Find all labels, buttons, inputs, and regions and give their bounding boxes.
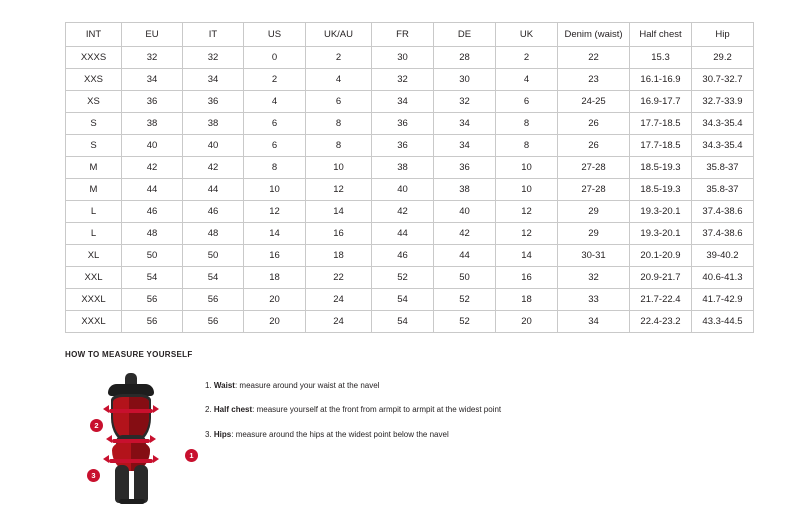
cell-hip: 37.4-38.6 xyxy=(692,223,754,245)
cell-denim-waist: 34 xyxy=(558,311,630,333)
how-to-measure-body xyxy=(65,371,733,511)
cell-int: XL xyxy=(66,245,122,267)
cell-eu: 48 xyxy=(122,223,183,245)
cell-uk: 8 xyxy=(496,113,558,135)
table-row xyxy=(66,311,754,333)
size-conversion-table xyxy=(65,22,754,333)
cell-half-chest: 15.3 xyxy=(630,47,692,69)
cell-us: 20 xyxy=(244,311,306,333)
cell-half-chest: 17.7-18.5 xyxy=(630,113,692,135)
measure-step-number: 3. xyxy=(205,429,212,439)
cell-uk: 2 xyxy=(496,47,558,69)
cell-us: 4 xyxy=(244,91,306,113)
cell-hip: 34.3-35.4 xyxy=(692,135,754,157)
table-row xyxy=(66,47,754,69)
table-row xyxy=(66,245,754,267)
column-header-uk: UK xyxy=(496,23,558,47)
cell-de: 32 xyxy=(434,91,496,113)
cell-hip: 32.7-33.9 xyxy=(692,91,754,113)
cell-uk-au: 16 xyxy=(306,223,372,245)
cell-hip: 37.4-38.6 xyxy=(692,201,754,223)
table-row xyxy=(66,91,754,113)
cell-half-chest: 19.3-20.1 xyxy=(630,201,692,223)
cell-uk-au: 12 xyxy=(306,179,372,201)
cell-us: 8 xyxy=(244,157,306,179)
cell-uk-au: 24 xyxy=(306,311,372,333)
cell-eu: 36 xyxy=(122,91,183,113)
cell-uk: 10 xyxy=(496,179,558,201)
cell-us: 10 xyxy=(244,179,306,201)
cell-it: 38 xyxy=(183,113,244,135)
column-header-us: US xyxy=(244,23,306,47)
cell-eu: 38 xyxy=(122,113,183,135)
cell-it: 56 xyxy=(183,311,244,333)
arrow-left-icon xyxy=(106,435,112,443)
how-to-measure-section xyxy=(65,350,733,511)
size-conversion-table-container xyxy=(65,22,743,333)
cell-int: XXS xyxy=(66,69,122,91)
cell-denim-waist: 27-28 xyxy=(558,179,630,201)
cell-us: 14 xyxy=(244,223,306,245)
cell-hip: 40.6-41.3 xyxy=(692,267,754,289)
cell-denim-waist: 26 xyxy=(558,113,630,135)
cell-denim-waist: 26 xyxy=(558,135,630,157)
cell-uk: 16 xyxy=(496,267,558,289)
cell-it: 54 xyxy=(183,267,244,289)
cell-de: 36 xyxy=(434,157,496,179)
cell-hip: 34.3-35.4 xyxy=(692,113,754,135)
cell-it: 56 xyxy=(183,289,244,311)
cell-fr: 34 xyxy=(372,91,434,113)
cell-denim-waist: 32 xyxy=(558,267,630,289)
measure-steps-list xyxy=(205,371,501,454)
arrow-left-icon xyxy=(103,455,109,463)
mannequin-left-leg xyxy=(115,465,129,503)
cell-uk: 20 xyxy=(496,311,558,333)
cell-us: 6 xyxy=(244,113,306,135)
cell-uk-au: 10 xyxy=(306,157,372,179)
cell-it: 48 xyxy=(183,223,244,245)
cell-eu: 56 xyxy=(122,311,183,333)
cell-denim-waist: 29 xyxy=(558,223,630,245)
cell-us: 12 xyxy=(244,201,306,223)
cell-fr: 54 xyxy=(372,311,434,333)
table-row xyxy=(66,135,754,157)
cell-hip: 35.8-37 xyxy=(692,157,754,179)
arrow-right-icon xyxy=(153,405,159,413)
cell-fr: 44 xyxy=(372,223,434,245)
marker-2-half-chest: 2 xyxy=(90,419,103,432)
column-header-denim-waist: Denim (waist) xyxy=(558,23,630,47)
measure-step-number: 2. xyxy=(205,405,212,415)
cell-it: 34 xyxy=(183,69,244,91)
column-header-half-chest: Half chest xyxy=(630,23,692,47)
cell-int: XXXL xyxy=(66,311,122,333)
hip-measure-band xyxy=(109,459,153,463)
cell-denim-waist: 22 xyxy=(558,47,630,69)
cell-it: 50 xyxy=(183,245,244,267)
cell-de: 40 xyxy=(434,201,496,223)
measure-step-term: Half chest xyxy=(213,405,253,415)
cell-eu: 32 xyxy=(122,47,183,69)
cell-half-chest: 22.4-23.2 xyxy=(630,311,692,333)
cell-it: 46 xyxy=(183,201,244,223)
cell-de: 52 xyxy=(434,311,496,333)
arrow-right-icon xyxy=(153,455,159,463)
how-to-measure-title: HOW TO MEASURE YOURSELF xyxy=(65,350,193,359)
mannequin-figure-icon xyxy=(103,373,159,505)
cell-fr: 54 xyxy=(372,289,434,311)
cell-uk-au: 22 xyxy=(306,267,372,289)
table-header-row xyxy=(66,23,754,47)
cell-eu: 46 xyxy=(122,201,183,223)
cell-it: 44 xyxy=(183,179,244,201)
cell-hip: 39-40.2 xyxy=(692,245,754,267)
cell-uk: 8 xyxy=(496,135,558,157)
cell-half-chest: 19.3-20.1 xyxy=(630,223,692,245)
cell-fr: 42 xyxy=(372,201,434,223)
cell-hip: 29.2 xyxy=(692,47,754,69)
cell-fr: 52 xyxy=(372,267,434,289)
cell-fr: 36 xyxy=(372,113,434,135)
cell-hip: 43.3-44.5 xyxy=(692,311,754,333)
cell-uk: 4 xyxy=(496,69,558,91)
cell-half-chest: 16.1-16.9 xyxy=(630,69,692,91)
cell-half-chest: 18.5-19.3 xyxy=(630,157,692,179)
cell-int: S xyxy=(66,113,122,135)
table-row xyxy=(66,267,754,289)
cell-de: 52 xyxy=(434,289,496,311)
cell-us: 20 xyxy=(244,289,306,311)
measure-step-text: : measure around the hips at the widest point below the navel xyxy=(231,429,449,439)
cell-eu: 54 xyxy=(122,267,183,289)
cell-eu: 50 xyxy=(122,245,183,267)
column-header-hip: Hip xyxy=(692,23,754,47)
column-header-uk-au: UK/AU xyxy=(306,23,372,47)
cell-de: 44 xyxy=(434,245,496,267)
measure-step-term: Waist xyxy=(213,381,235,390)
table-row xyxy=(66,69,754,91)
cell-it: 36 xyxy=(183,91,244,113)
cell-de: 50 xyxy=(434,267,496,289)
column-header-it: IT xyxy=(183,23,244,47)
marker-1-waist: 1 xyxy=(185,449,198,462)
table-row xyxy=(66,289,754,311)
cell-half-chest: 18.5-19.3 xyxy=(630,179,692,201)
table-row xyxy=(66,157,754,179)
cell-half-chest: 16.9-17.7 xyxy=(630,91,692,113)
cell-int: M xyxy=(66,179,122,201)
mannequin-illustration xyxy=(65,371,195,511)
cell-uk-au: 8 xyxy=(306,135,372,157)
table-row xyxy=(66,179,754,201)
cell-denim-waist: 27-28 xyxy=(558,157,630,179)
marker-3-hips: 3 xyxy=(87,469,100,482)
measure-step-waist xyxy=(205,381,501,391)
cell-fr: 30 xyxy=(372,47,434,69)
table-row xyxy=(66,113,754,135)
column-header-fr: FR xyxy=(372,23,434,47)
mannequin-stand xyxy=(119,499,145,504)
cell-hip: 41.7-42.9 xyxy=(692,289,754,311)
cell-half-chest: 21.7-22.4 xyxy=(630,289,692,311)
cell-hip: 35.8-37 xyxy=(692,179,754,201)
cell-int: XXXL xyxy=(66,289,122,311)
cell-uk-au: 2 xyxy=(306,47,372,69)
cell-fr: 32 xyxy=(372,69,434,91)
cell-fr: 40 xyxy=(372,179,434,201)
cell-uk-au: 8 xyxy=(306,113,372,135)
measure-step-text: : measure around your waist at the navel xyxy=(234,381,380,390)
cell-uk: 12 xyxy=(496,223,558,245)
column-header-de: DE xyxy=(434,23,496,47)
mannequin-right-leg xyxy=(134,465,148,503)
measure-step-text: : measure yourself at the front from armpit to armpit at the widest point xyxy=(252,405,502,415)
cell-half-chest: 20.9-21.7 xyxy=(630,267,692,289)
cell-hip: 30.7-32.7 xyxy=(692,69,754,91)
measure-step-hips xyxy=(205,430,501,440)
arrow-left-icon xyxy=(103,405,109,413)
cell-eu: 44 xyxy=(122,179,183,201)
cell-int: S xyxy=(66,135,122,157)
cell-denim-waist: 33 xyxy=(558,289,630,311)
cell-int: XXL xyxy=(66,267,122,289)
table-row xyxy=(66,201,754,223)
cell-us: 2 xyxy=(244,69,306,91)
cell-de: 34 xyxy=(434,135,496,157)
cell-eu: 42 xyxy=(122,157,183,179)
cell-de: 42 xyxy=(434,223,496,245)
cell-de: 28 xyxy=(434,47,496,69)
cell-uk-au: 14 xyxy=(306,201,372,223)
cell-us: 18 xyxy=(244,267,306,289)
cell-fr: 36 xyxy=(372,135,434,157)
cell-uk: 6 xyxy=(496,91,558,113)
half-chest-measure-band xyxy=(109,409,153,413)
column-header-eu: EU xyxy=(122,23,183,47)
measure-step-number: 1. xyxy=(205,381,212,390)
cell-denim-waist: 30-31 xyxy=(558,245,630,267)
cell-us: 6 xyxy=(244,135,306,157)
cell-fr: 38 xyxy=(372,157,434,179)
measure-step-term: Hips xyxy=(213,429,232,439)
cell-eu: 56 xyxy=(122,289,183,311)
cell-denim-waist: 24-25 xyxy=(558,91,630,113)
waist-measure-band xyxy=(112,439,150,443)
cell-uk-au: 6 xyxy=(306,91,372,113)
cell-denim-waist: 29 xyxy=(558,201,630,223)
cell-uk-au: 24 xyxy=(306,289,372,311)
cell-de: 30 xyxy=(434,69,496,91)
cell-int: M xyxy=(66,157,122,179)
cell-fr: 46 xyxy=(372,245,434,267)
cell-denim-waist: 23 xyxy=(558,69,630,91)
cell-uk: 18 xyxy=(496,289,558,311)
cell-uk-au: 4 xyxy=(306,69,372,91)
cell-int: XXXS xyxy=(66,47,122,69)
cell-it: 40 xyxy=(183,135,244,157)
cell-uk: 12 xyxy=(496,201,558,223)
cell-int: XS xyxy=(66,91,122,113)
arrow-right-icon xyxy=(150,435,156,443)
table-row xyxy=(66,223,754,245)
cell-half-chest: 17.7-18.5 xyxy=(630,135,692,157)
cell-de: 38 xyxy=(434,179,496,201)
cell-uk: 14 xyxy=(496,245,558,267)
column-header-int: INT xyxy=(66,23,122,47)
cell-it: 32 xyxy=(183,47,244,69)
cell-int: L xyxy=(66,223,122,245)
cell-eu: 40 xyxy=(122,135,183,157)
cell-us: 0 xyxy=(244,47,306,69)
cell-int: L xyxy=(66,201,122,223)
cell-uk-au: 18 xyxy=(306,245,372,267)
cell-de: 34 xyxy=(434,113,496,135)
cell-eu: 34 xyxy=(122,69,183,91)
measure-step-half-chest xyxy=(205,405,501,415)
cell-it: 42 xyxy=(183,157,244,179)
cell-uk: 10 xyxy=(496,157,558,179)
cell-half-chest: 20.1-20.9 xyxy=(630,245,692,267)
cell-us: 16 xyxy=(244,245,306,267)
